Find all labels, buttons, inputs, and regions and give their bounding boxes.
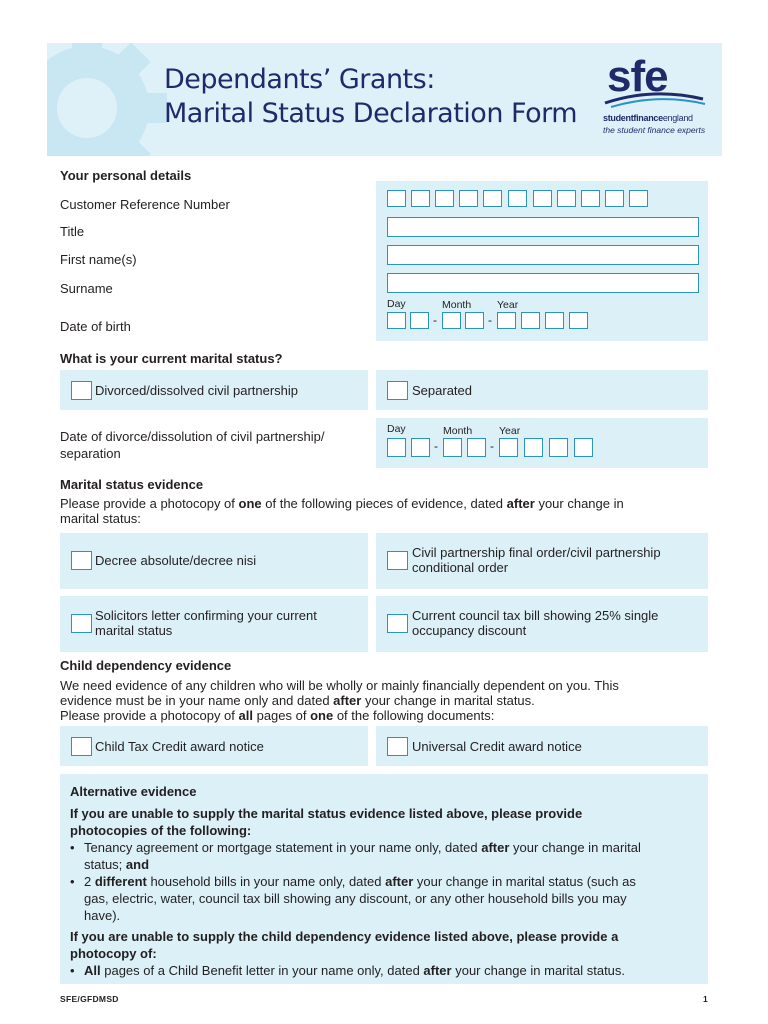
divorce-date-separator: - (434, 439, 438, 453)
divorced-label: Divorced/dissolved civil partnership (95, 383, 299, 398)
option-separated[interactable] (376, 370, 708, 410)
alt-bullet-household-bills (70, 873, 700, 924)
evidence-intro (60, 496, 710, 526)
marital-status-heading: What is your current marital status? (60, 351, 283, 366)
divorce-year-box[interactable] (524, 438, 543, 457)
logo-tagline: the student finance experts (603, 125, 706, 135)
personal-details-heading: Your personal details (60, 168, 192, 183)
form-title-line-2: Marital Status Declaration Form (164, 98, 578, 129)
civil-partnership-order-label-line-1: Civil partnership final order/civil partnership (412, 545, 661, 560)
form-code: SFE/GFDMSD (60, 994, 119, 1004)
crn-digit-box[interactable] (605, 190, 624, 207)
alt-bullet-emphasis: and (125, 857, 150, 872)
dob-separator: - (433, 313, 437, 327)
council-tax-bill-checkbox[interactable] (387, 614, 408, 633)
divorce-month-box[interactable] (467, 438, 486, 457)
alt-child-intro (70, 928, 700, 962)
first-name-label: First name(s) (60, 252, 137, 267)
divorce-date-label-line-1: Date of divorce/dissolution of civil partnership/ (60, 429, 325, 444)
form-title (164, 63, 577, 131)
divorce-date-label-line-2: separation (60, 446, 121, 461)
alt-bullet-text: status; (84, 857, 126, 872)
logo-name-light: england (662, 113, 693, 123)
dob-year-label: Year (497, 299, 519, 311)
child-intro-text: evidence must be in your name only and dated (60, 693, 334, 708)
child-tax-credit-checkbox[interactable] (71, 737, 92, 756)
divorce-year-box[interactable] (499, 438, 518, 457)
crn-digit-box[interactable] (533, 190, 552, 207)
alt-marital-intro-line-2: photocopies of the following: (70, 823, 252, 838)
universal-credit-checkbox[interactable] (387, 737, 408, 756)
page-number: 1 (703, 994, 709, 1004)
crn-digit-box[interactable] (557, 190, 576, 207)
logo-organisation-name (603, 113, 693, 123)
alternative-evidence-content (70, 783, 700, 979)
decree-checkbox[interactable] (71, 551, 92, 570)
logo-swoosh-icon (603, 89, 707, 109)
child-intro-text: your change in marital status. (361, 693, 535, 708)
divorce-day-label: Day (387, 423, 406, 435)
child-intro-text: of the following documents: (333, 708, 495, 723)
divorce-year-box[interactable] (574, 438, 593, 457)
child-intro-emphasis: one (310, 708, 334, 723)
separated-label: Separated (412, 383, 472, 398)
alt-bullet-text: Tenancy agreement or mortgage statement in your name only, dated (84, 840, 482, 855)
option-universal-credit[interactable] (376, 726, 708, 766)
option-council-tax-bill[interactable] (376, 596, 708, 652)
logo-name-bold: studentfinance (603, 113, 663, 123)
child-intro-line-1: We need evidence of any children who will be wholly or mainly financially dependent on you. This (60, 678, 619, 693)
alt-marital-intro (70, 805, 700, 839)
crn-digit-box[interactable] (483, 190, 502, 207)
alt-bullet-text: your change in marital (509, 840, 641, 855)
crn-digit-box[interactable] (387, 190, 406, 207)
divorce-month-box[interactable] (443, 438, 462, 457)
title-field[interactable] (387, 217, 699, 237)
dob-day-box[interactable] (387, 312, 406, 329)
crn-digit-box[interactable] (459, 190, 478, 207)
alt-marital-intro-line-1: If you are unable to supply the marital status evidence listed above, please provide (70, 806, 583, 821)
civil-partnership-order-label-line-2: conditional order (412, 560, 509, 575)
alt-bullet-text: 2 (84, 874, 95, 889)
child-intro-text: pages of (252, 708, 311, 723)
logo-wordmark: sfe (607, 52, 668, 101)
crn-digit-box[interactable] (411, 190, 430, 207)
child-intro-emphasis: all (238, 708, 253, 723)
alt-child-intro-line-1: If you are unable to supply the child dependency evidence listed above, please provide a (70, 929, 619, 944)
crn-digit-box[interactable] (508, 190, 527, 207)
solicitors-letter-label (95, 608, 317, 638)
sfe-logo (603, 52, 713, 145)
surname-label: Surname (60, 281, 113, 296)
crn-digit-box[interactable] (435, 190, 454, 207)
dob-year-box[interactable] (521, 312, 540, 329)
alt-bullet-tenancy (70, 839, 700, 873)
alt-child-intro-line-2: photocopy of: (70, 946, 157, 961)
divorce-day-box[interactable] (387, 438, 406, 457)
dob-year-box[interactable] (497, 312, 516, 329)
personal-details-panel (376, 181, 708, 341)
alt-bullet-child-benefit (70, 962, 700, 979)
dob-label: Date of birth (60, 319, 131, 334)
alt-bullet-text: your change in marital status. (451, 963, 626, 978)
title-label: Title (60, 224, 85, 239)
evidence-intro-text: of the following pieces of evidence, dated (261, 496, 507, 511)
solicitors-letter-checkbox[interactable] (71, 614, 92, 633)
form-title-line-1: Dependants’ Grants: (164, 64, 435, 95)
crn-digit-box[interactable] (629, 190, 648, 207)
child-dependency-intro (60, 678, 720, 723)
dob-year-box[interactable] (545, 312, 564, 329)
child-intro-line-2 (60, 693, 720, 708)
dob-separator: - (488, 313, 492, 327)
civil-partnership-order-label (412, 545, 661, 575)
decree-label: Decree absolute/decree nisi (95, 553, 257, 568)
alt-bullet-emphasis: different (94, 874, 147, 889)
alt-bullet-text: household bills in your name only, dated (146, 874, 386, 889)
civil-partnership-order-checkbox[interactable] (387, 551, 408, 570)
dob-day-box[interactable] (410, 312, 429, 329)
dob-month-box[interactable] (442, 312, 461, 329)
alt-bullet-emphasis: after (423, 963, 452, 978)
evidence-intro-emphasis: after (506, 496, 535, 511)
first-name-field[interactable] (387, 245, 699, 265)
child-intro-line-3 (60, 708, 720, 723)
form-header (47, 43, 722, 156)
evidence-heading: Marital status evidence (60, 477, 204, 492)
alt-bullet-text: gas, electric, water, council tax bill showing any discount, or any other household bills you may (84, 891, 627, 906)
surname-field[interactable] (387, 273, 699, 293)
alt-bullet-emphasis: All (84, 963, 101, 978)
evidence-intro-text: Please provide a photocopy of (60, 496, 239, 511)
alt-bullet-emphasis: after (481, 840, 510, 855)
option-child-tax-credit[interactable] (60, 726, 368, 766)
council-tax-bill-label (412, 608, 658, 638)
council-tax-bill-label-line-2: occupancy discount (412, 623, 527, 638)
dob-month-label: Month (442, 299, 472, 311)
alternative-evidence-heading: Alternative evidence (70, 784, 197, 799)
option-civil-partnership-order[interactable] (376, 533, 708, 589)
child-tax-credit-label: Child Tax Credit award notice (95, 739, 264, 754)
solicitors-letter-label-line-2: marital status (95, 623, 173, 638)
divorce-year-label: Year (499, 425, 521, 437)
divorce-date-separator: - (490, 439, 494, 453)
evidence-intro-line-2: marital status: (60, 511, 141, 526)
option-decree[interactable] (60, 533, 368, 589)
option-solicitors-letter[interactable] (60, 596, 368, 652)
option-divorced[interactable] (60, 370, 368, 410)
evidence-intro-text: your change in (534, 496, 624, 511)
crn-digit-box[interactable] (581, 190, 600, 207)
divorce-year-box[interactable] (549, 438, 568, 457)
divorce-month-label: Month (443, 425, 473, 437)
dob-day-label: Day (387, 298, 406, 310)
child-intro-text: Please provide a photocopy of (60, 708, 239, 723)
alt-bullet-text: pages of a Child Benefit letter in your name only, dated (100, 963, 424, 978)
alt-bullet-emphasis: after (385, 874, 414, 889)
crn-label: Customer Reference Number (60, 197, 230, 212)
divorce-date-panel (376, 418, 708, 468)
alt-bullet-text: your change in marital status (such as (413, 874, 636, 889)
child-dependency-heading: Child dependency evidence (60, 658, 232, 673)
separated-checkbox[interactable] (387, 381, 408, 400)
child-intro-emphasis: after (333, 693, 362, 708)
alternative-evidence-panel (60, 774, 708, 984)
evidence-intro-emphasis: one (238, 496, 262, 511)
divorce-day-box[interactable] (411, 438, 430, 457)
alt-bullet-text: have). (84, 908, 121, 923)
universal-credit-label: Universal Credit award notice (412, 739, 582, 754)
divorce-date-label (60, 428, 324, 462)
solicitors-letter-label-line-1: Solicitors letter confirming your current (95, 608, 317, 623)
council-tax-bill-label-line-1: Current council tax bill showing 25% single (412, 608, 659, 623)
dob-month-box[interactable] (465, 312, 484, 329)
evidence-intro-line-1 (60, 496, 710, 511)
divorced-checkbox[interactable] (71, 381, 92, 400)
dob-year-box[interactable] (569, 312, 588, 329)
